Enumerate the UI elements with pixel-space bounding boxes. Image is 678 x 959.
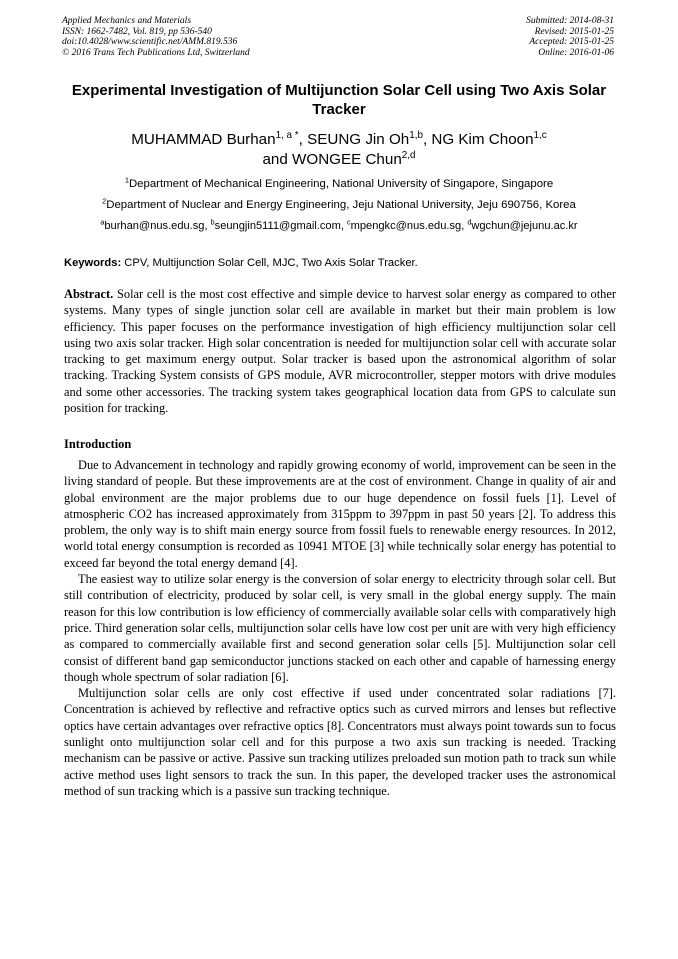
affiliation: $^2$Department of Nuclear and Energy Engineering, Jeju National University, Jeju 690756, Korea: [102, 196, 576, 211]
abstract-text: Solar cell is the most cost effective and simple device to harvest solar energy as compared to other systems. Many types of single junction solar cell are available in market but their main problem is low efficiency. This paper focuses on the performance investigation of high efficiency multijunction solar cell using two axis solar tracker. High solar concentration is needed for multijunction solar cell with accurate solar tracking to get maximum energy output. Solar tracker is based upon the astronomical algorithm of solar tracking. Tracking System consists of GPS module, AVR microcontroller, stepper motors with drive modules and some other accessories. The tracking system takes geographical location data from GPS to calculate sun position for tracking.: [64, 287, 616, 416]
author: NG Kim Choon$^{1,c}$: [431, 130, 547, 148]
email-link[interactable]: burhan@nus.edu.sg: [104, 220, 205, 232]
author: MUHAMMAD Burhan$^{1, a *}$,: [131, 130, 308, 148]
journal-info: [62, 16, 250, 58]
author-emails: $^a$burhan@nus.edu.sg, $^b$seungjin5111@gmail.com, $^c$mpengkc@nus.edu.sg, $^d$wgchun@jejunu.ac.kr: [100, 217, 578, 232]
email-link[interactable]: wgchun@jejunu.ac.kr: [471, 220, 578, 232]
paper-title: Experimental Investigation of Multijunction Solar Cell using Two Axis Solar Tracker: [71, 82, 607, 118]
doi-line: doi:10.4028/www.scientific.net/AMM.819.536: [62, 37, 238, 48]
revised-date: Revised: 2015-01-25: [534, 26, 614, 37]
introduction-body: [64, 457, 616, 799]
journal-name: Applied Mechanics and Materials: [62, 16, 192, 26]
author: and WONGEE Chun$^{2,d}$: [262, 150, 416, 168]
paragraph: The easiest way to utilize solar energy is the conversion of solar energy to electricity through solar cell. But still contribution of electricity, produced by solar cell, is very small in the global energy supply. The main reason for this low contribution is low efficiency of commercially available solar cells with comparatively high price. Third generation solar cells, multijunction solar cells have low cost per unit are with very high efficiency as compared to commercially available first and second generation solar cells [5]. Multijunction solar cell consist of different band gap semiconductor junctions stacked on each other and capable of harnessing energy though whole spectrum of solar radiation [6].: [64, 572, 616, 684]
accepted-date: Accepted: 2015-01-25: [529, 37, 614, 48]
paragraph: Multijunction solar cells are only cost effective if used under concentrated solar radiations [7]. Concentration is achieved by reflective and refractive optics such as curved mirrors and lenses but reflective optics have certain advantages over refractive optics [8]. Concentrators must always point towards sun to focus sunlight onto multijunction solar cell and for this purpose a two axis sun tracking is needed. Tracking mechanism can be passive or active. Passive sun tracking utilizes preloaded sun motion path to track sun while active method uses light sensors to track the sun. In this paper, the developed tracker uses the astronomical method of sun tracking which is a passive sun tracking technique.: [64, 686, 616, 798]
email-link[interactable]: seungjin5111@gmail.com: [214, 220, 341, 232]
keywords-text: CPV, Multijunction Solar Cell, MJC, Two Axis Solar Tracker.: [121, 257, 418, 269]
abstract-label: Abstract.: [64, 287, 114, 301]
abstract: [64, 286, 616, 416]
copyright-line: © 2016 Trans Tech Publications Ltd, Switzerland: [62, 47, 250, 58]
submitted-date: Submitted: 2014-08-31: [526, 16, 614, 26]
online-date: Online: 2016-01-06: [538, 47, 614, 58]
author-list: [60, 130, 618, 170]
paragraph: Due to Advancement in technology and rapidly growing economy of world, improvement can be seen in the living standard of people. But these improvements are at the cost of environment. Change in quality of air and global environment are the major problems due to our huge dependence on fossil fuels [1]. Level of atmospheric CO2 has increased approximately from 315ppm to 397ppm in past 50 years [2]. To address this problem, the only way is to shift main energy source from fossil fuels to renewable energy resources. In 2012, world total energy consumption is recorded as 10941 MTOE [3] while technically solar energy has potential to exceed far beyond the total energy demand [4].: [64, 458, 616, 570]
author: SEUNG Jin Oh$^{1,b}$,: [307, 130, 432, 148]
dates-info: [526, 16, 614, 58]
email-link[interactable]: mpengkc@nus.edu.sg: [350, 220, 462, 232]
keywords-label: Keywords:: [64, 257, 122, 269]
section-heading: Introduction: [64, 437, 132, 451]
affiliation: $^1$Department of Mechanical Engineering, National University of Singapore, Singapore: [124, 175, 554, 190]
keywords: [64, 256, 616, 270]
issn-line: ISSN: 1662-7482, Vol. 819, pp 536-540: [62, 26, 212, 37]
